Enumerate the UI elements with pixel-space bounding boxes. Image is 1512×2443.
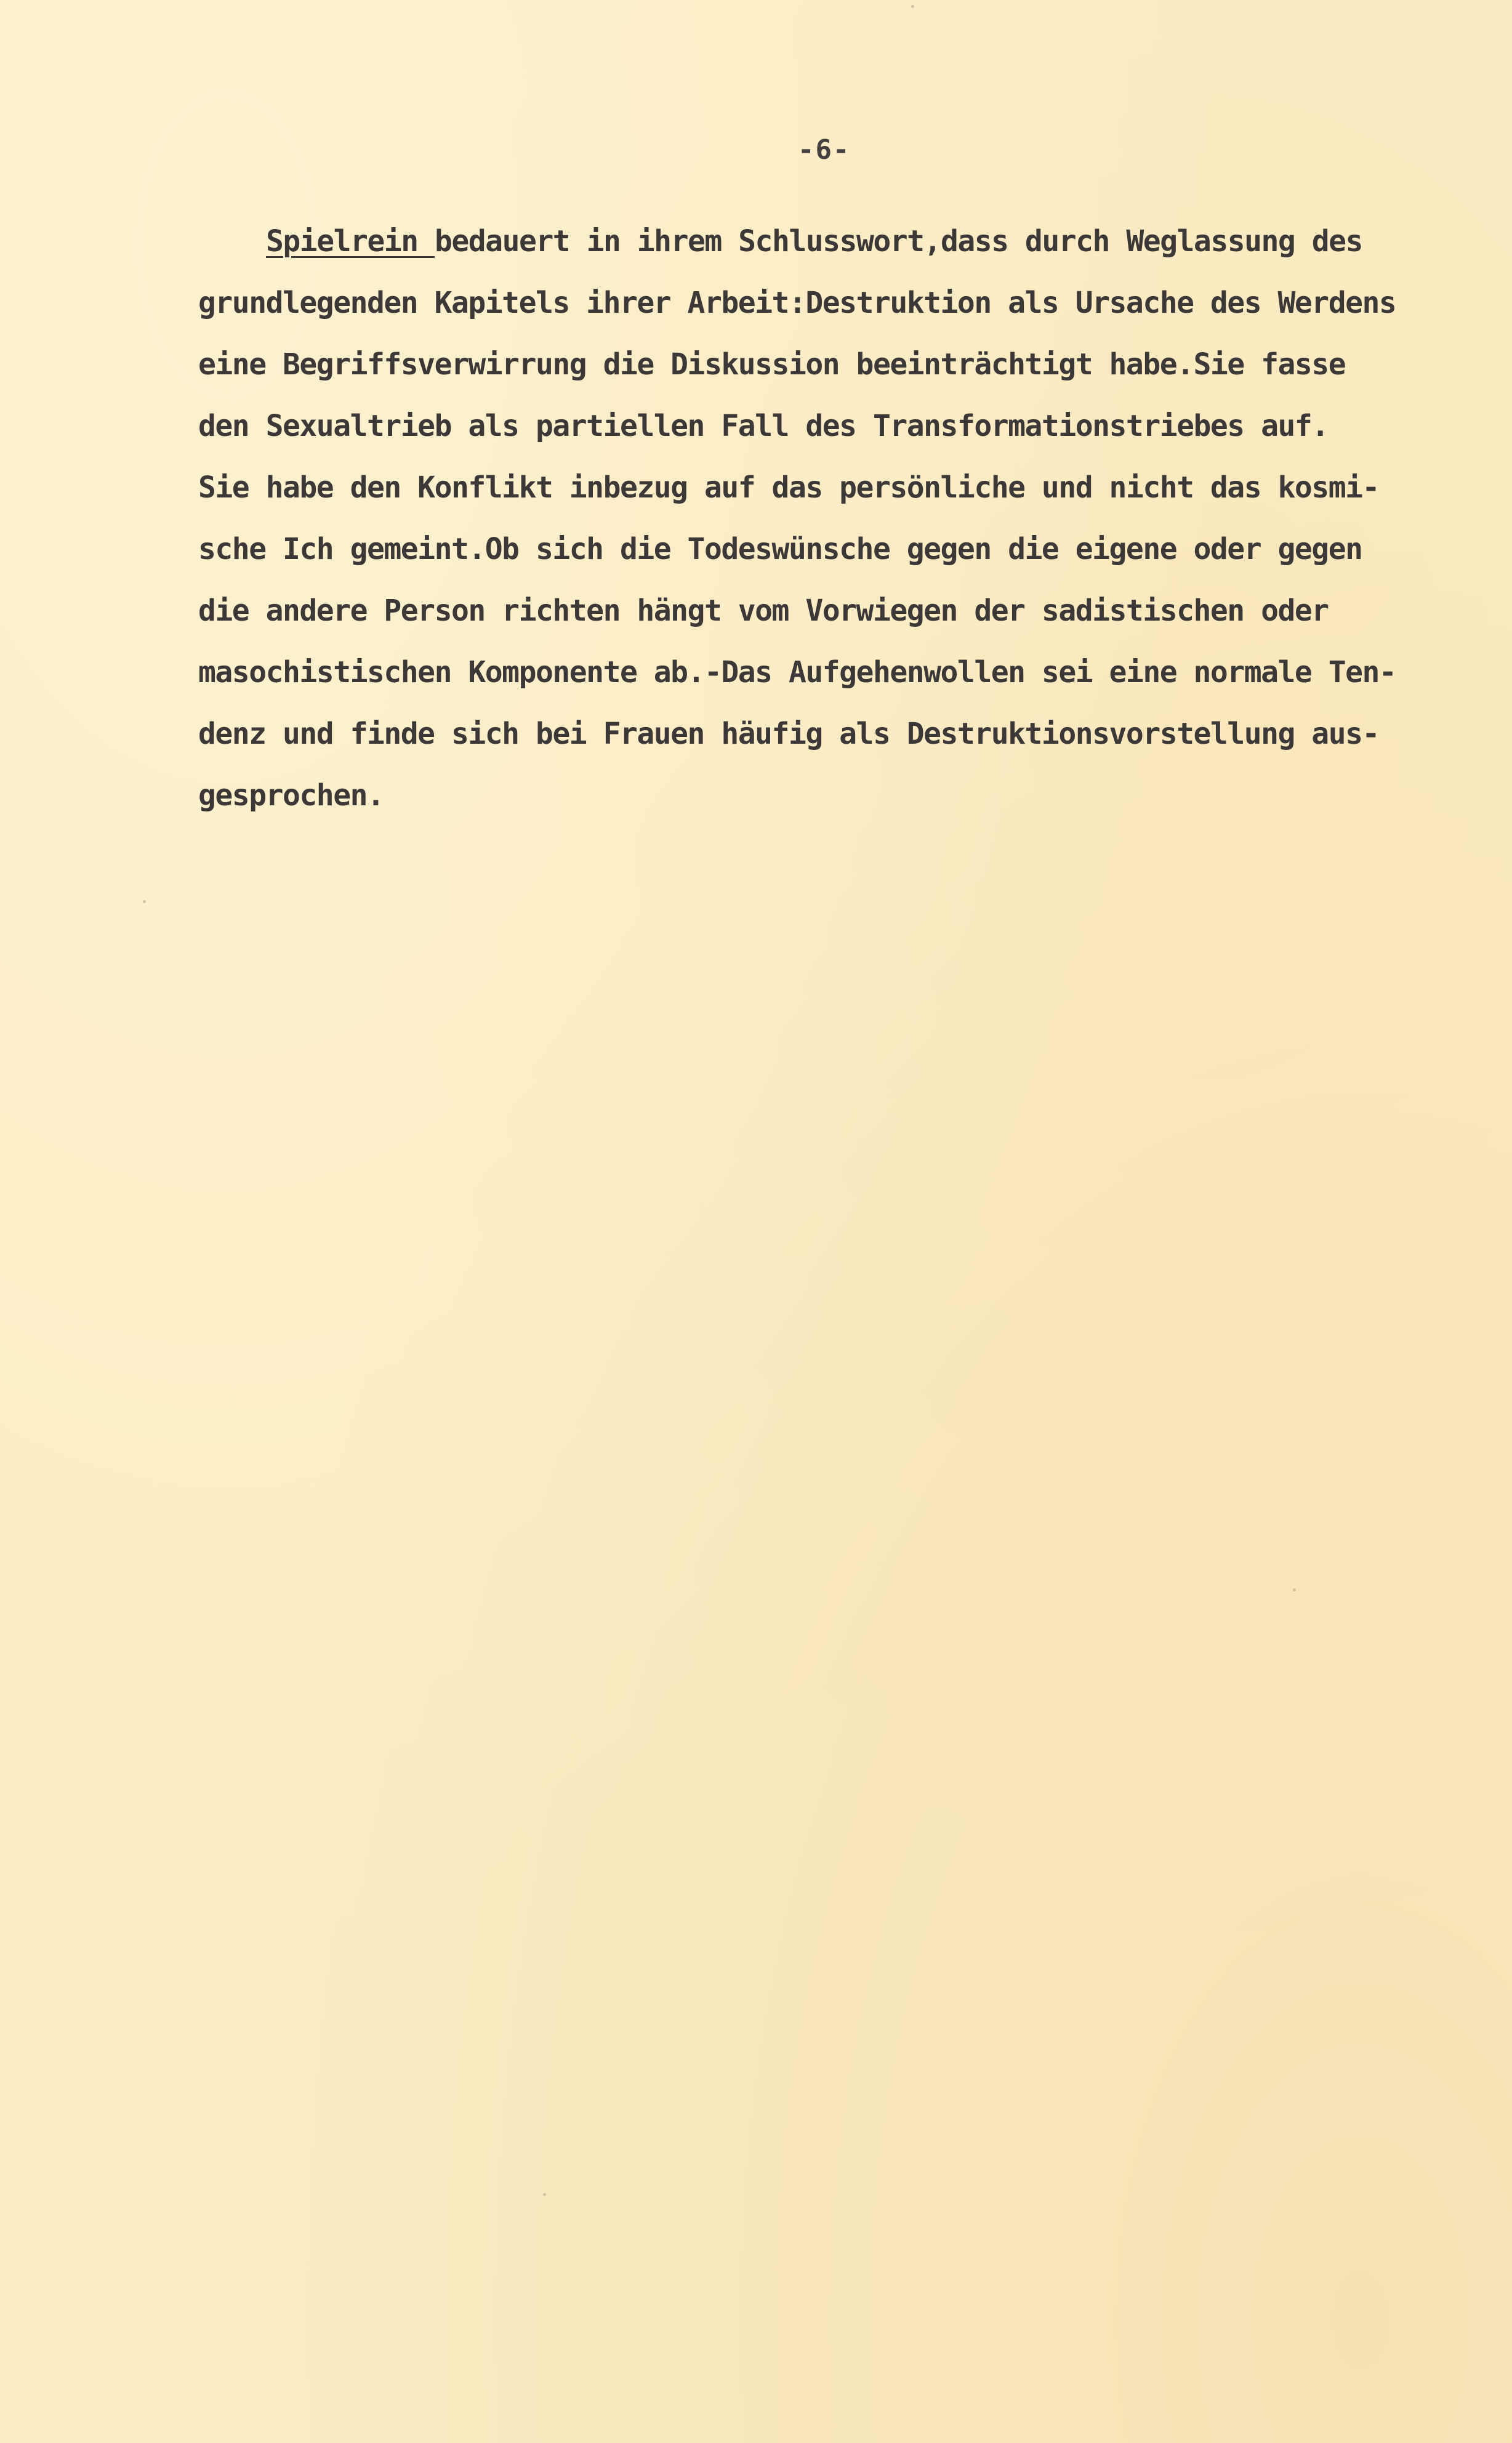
underlined-name: Spielrein — [266, 224, 435, 259]
text-line: gesprochen. — [198, 778, 384, 813]
text-line: den Sexualtrieb als partiellen Fall des Transformationstriebes auf. — [198, 409, 1329, 443]
text-line: grundlegenden Kapitels ihrer Arbeit:Destruktion als Ursache des Werdens — [198, 286, 1396, 320]
page-number: -6- — [798, 134, 851, 166]
text-line: Sie habe den Konflikt inbezug auf das persönliche und nicht das kosmi- — [198, 470, 1379, 505]
paper-speck — [911, 5, 914, 8]
text-line: masochistischen Komponente ab.-Das Aufgehenwollen sei eine normale Ten- — [198, 655, 1396, 690]
paper-speck — [143, 900, 146, 903]
paper-speck — [543, 2193, 546, 2196]
text-line: sche Ich gemeint.Ob sich die Todeswünsche gegen die eigene oder gegen — [198, 532, 1362, 566]
text-line: denz und finde sich bei Frauen häufig als Destruktionsvorstellung aus- — [198, 717, 1379, 751]
text-line: die andere Person richten hängt vom Vorwiegen der sadistischen oder — [198, 594, 1329, 628]
first-line-text: bedauert in ihrem Schlusswort,dass durch Weglassung des — [434, 224, 1362, 259]
text-line: eine Begriffsverwirrung die Diskussion beeinträchtigt habe.Sie fasse — [198, 347, 1346, 382]
text-line — [266, 224, 1362, 259]
paper-speck — [1293, 1588, 1296, 1592]
